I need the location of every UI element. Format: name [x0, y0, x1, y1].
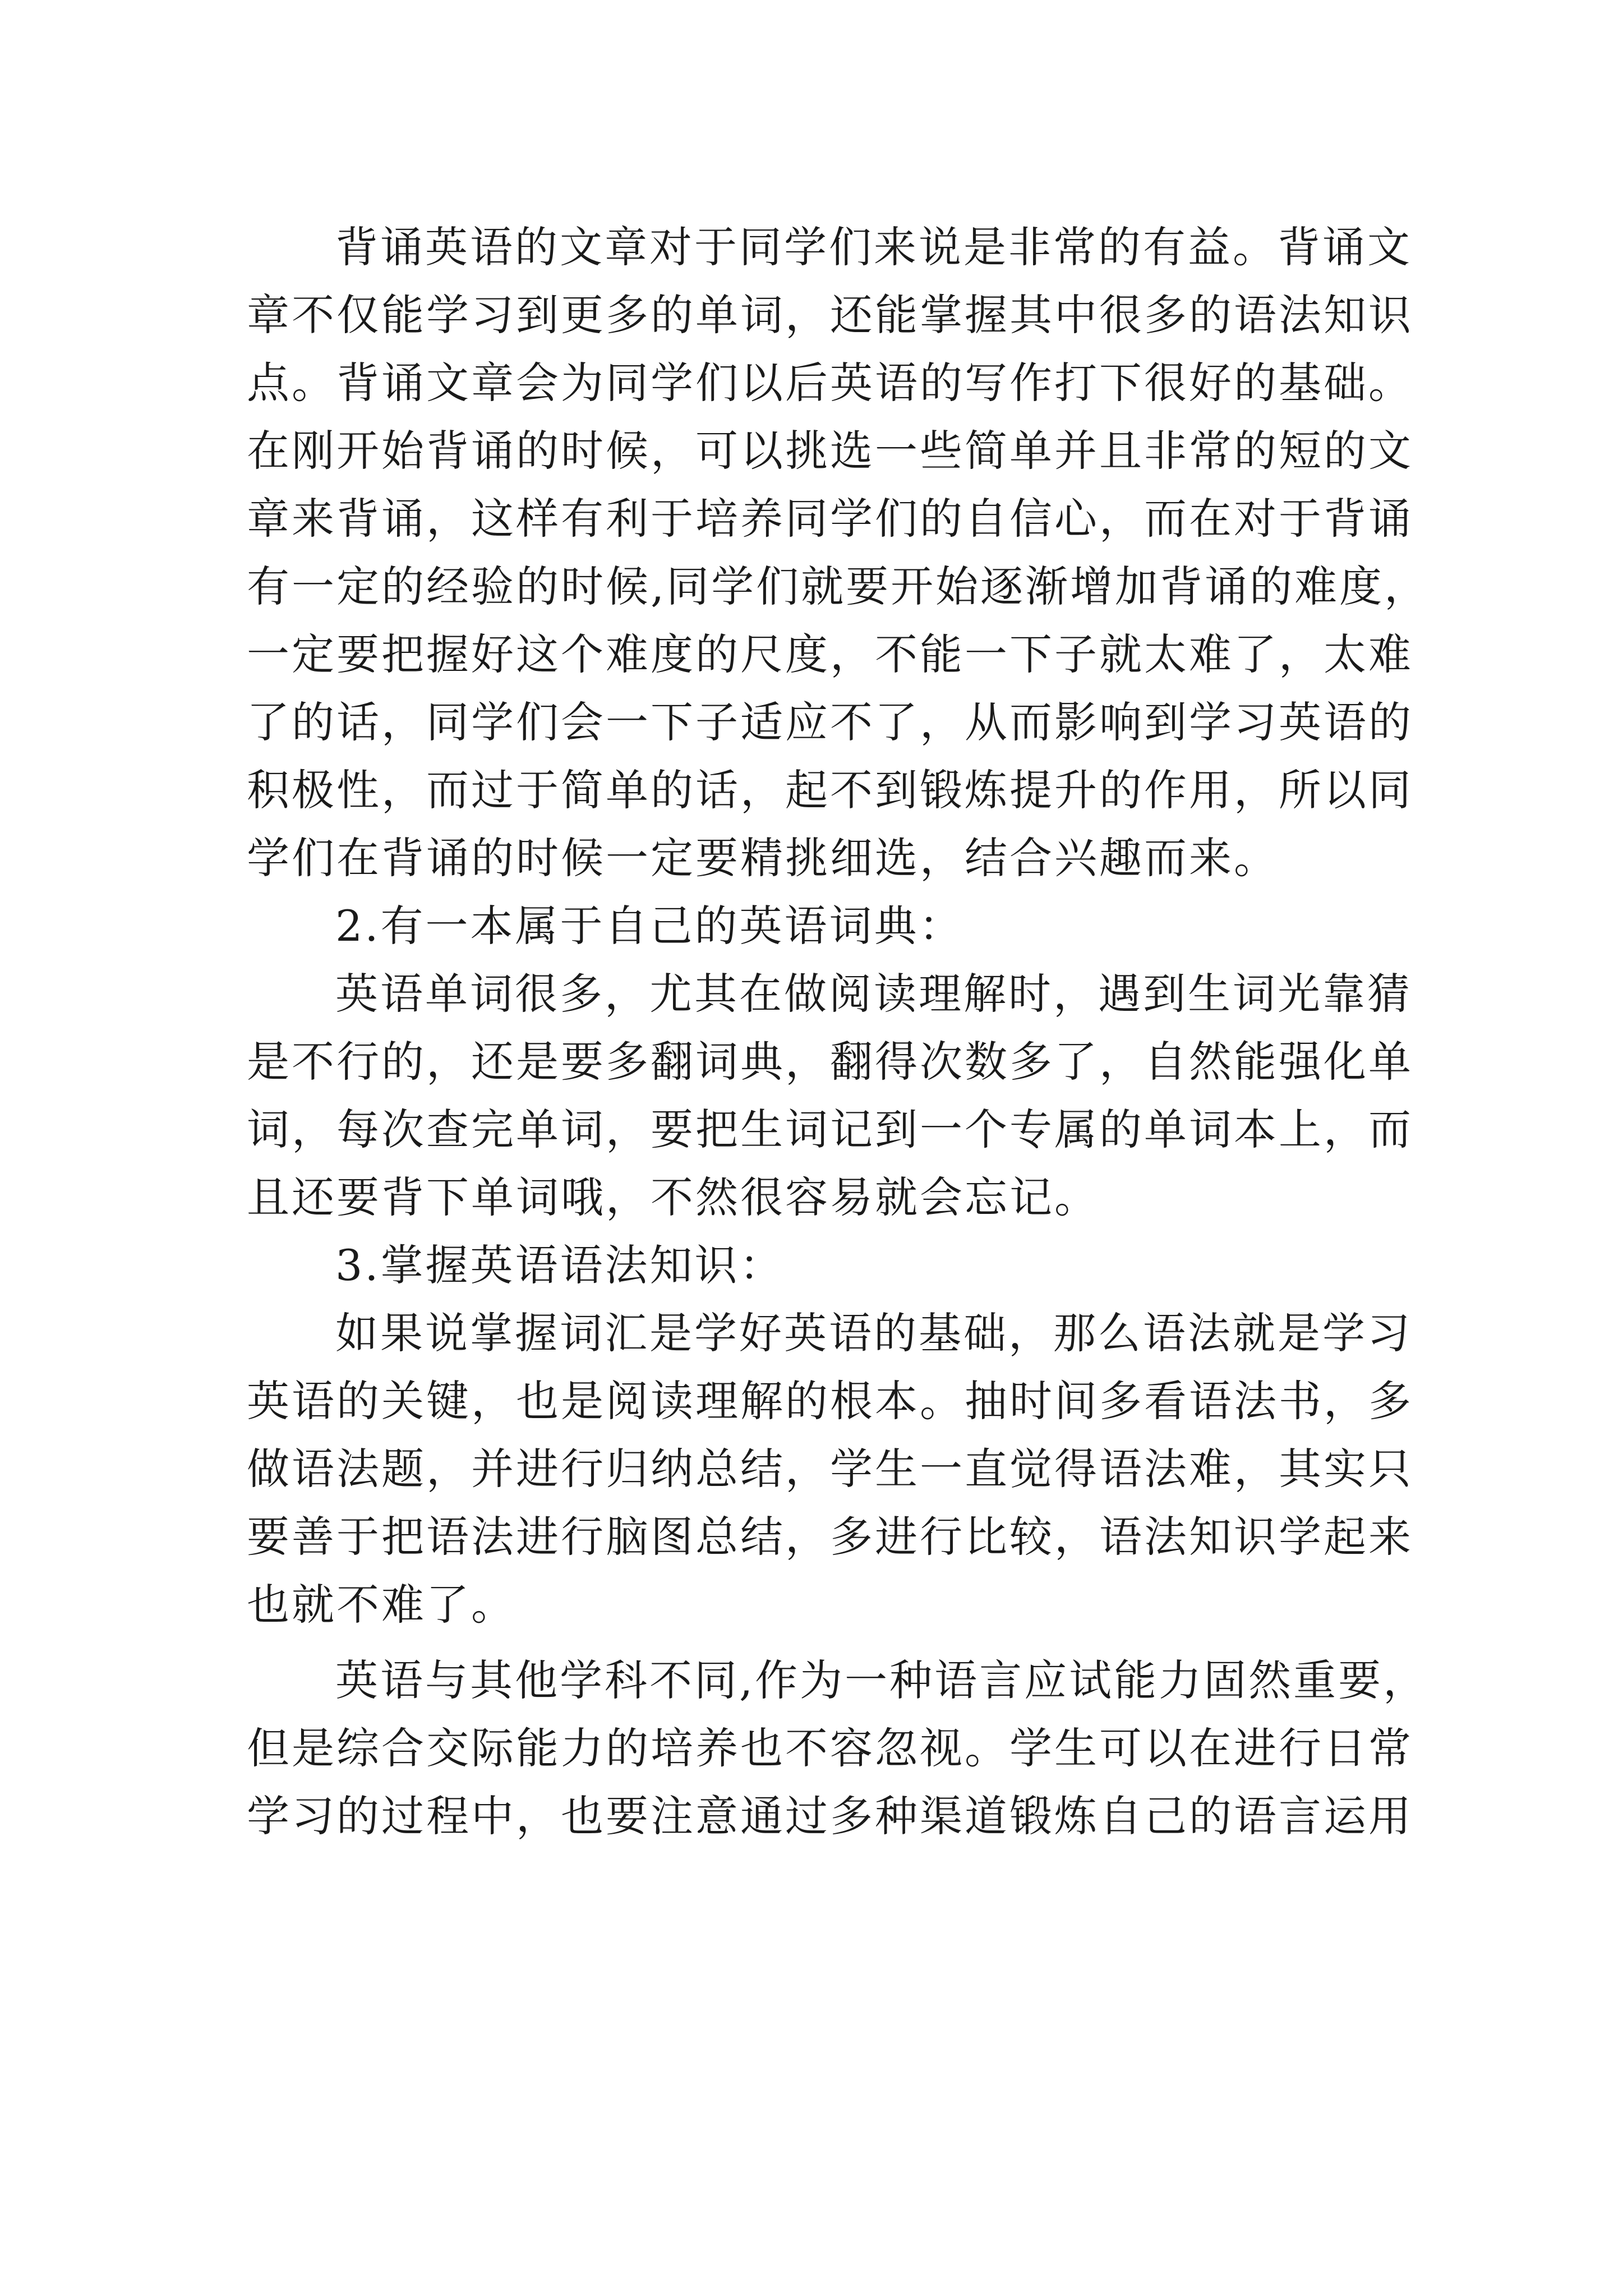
paragraph-communication — [247, 1646, 1428, 1850]
text-line: 做语法题，并进行归纳总结，学生一直觉得语法难，其实只 — [247, 1444, 1413, 1494]
document-body — [247, 213, 1430, 1850]
text-line: 也就不难了。 — [247, 1580, 516, 1630]
text-line: 章不仅能学习到更多的单词，还能掌握其中很多的语法知识 — [247, 290, 1413, 340]
text-line: 学习的过程中，也要注意通过多种渠道锻炼自己的语言运用 — [247, 1791, 1413, 1841]
text-line: 如果说掌握词汇是学好英语的基础，那么语法就是学习 — [335, 1308, 1412, 1358]
text-line: 了的话，同学们会一下子适应不了，从而影响到学习英语的 — [247, 697, 1413, 747]
text-line: 学们在背诵的时候一定要精挑细选，结合兴趣而来。 — [247, 833, 1279, 883]
text-line: 积极性，而过于简单的话，起不到锻炼提升的作用，所以同 — [247, 765, 1413, 815]
text-line: 一定要把握好这个难度的尺度，不能一下子就太难了，太难 — [247, 629, 1413, 679]
text-line: 且还要背下单词哦，不然很容易就会忘记。 — [247, 1172, 1099, 1222]
text-line: 英语的关键，也是阅读理解的根本。抽时间多看语法书，多 — [247, 1376, 1413, 1426]
text-line: 但是综合交际能力的培养也不容忽视。学生可以在进行日常 — [247, 1723, 1413, 1773]
text-line: 章来背诵，这样有利于培养同学们的自信心，而在对于背诵 — [247, 494, 1413, 544]
heading-line: 3.掌握英语语法知识： — [335, 1240, 785, 1290]
text-line: 在刚开始背诵的时候，可以挑选一些简单并且非常的短的文 — [247, 426, 1413, 476]
text-line: 英语单词很多，尤其在做阅读理解时，遇到生词光靠猜 — [335, 969, 1412, 1019]
section-heading-grammar — [247, 1231, 1380, 1299]
text-line: 英语与其他学科不同,作为一种语言应试能力固然重要， — [335, 1655, 1428, 1705]
text-line: 背诵英语的文章对于同学们来说是非常的有益。背诵文 — [335, 222, 1412, 272]
text-line: 是不行的，还是要多翻词典，翻得次数多了，自然能强化单 — [247, 1037, 1413, 1087]
paragraph-recite-articles — [247, 213, 1430, 892]
text-line: 点。背诵文章会为同学们以后英语的写作打下很好的基础。 — [247, 358, 1413, 408]
section-heading-dictionary — [247, 892, 1380, 960]
text-line: 有一定的经验的时候,同学们就要开始逐渐增加背诵的难度， — [247, 562, 1430, 611]
text-line: 词，每次查完单词，要把生词记到一个专属的单词本上，而 — [247, 1105, 1413, 1154]
paragraph-grammar — [247, 1299, 1413, 1639]
heading-line: 2.有一本属于自己的英语词典： — [335, 901, 964, 951]
paragraph-dictionary — [247, 960, 1413, 1231]
text-line: 要善于把语法进行脑图总结，多进行比较，语法知识学起来 — [247, 1512, 1413, 1562]
